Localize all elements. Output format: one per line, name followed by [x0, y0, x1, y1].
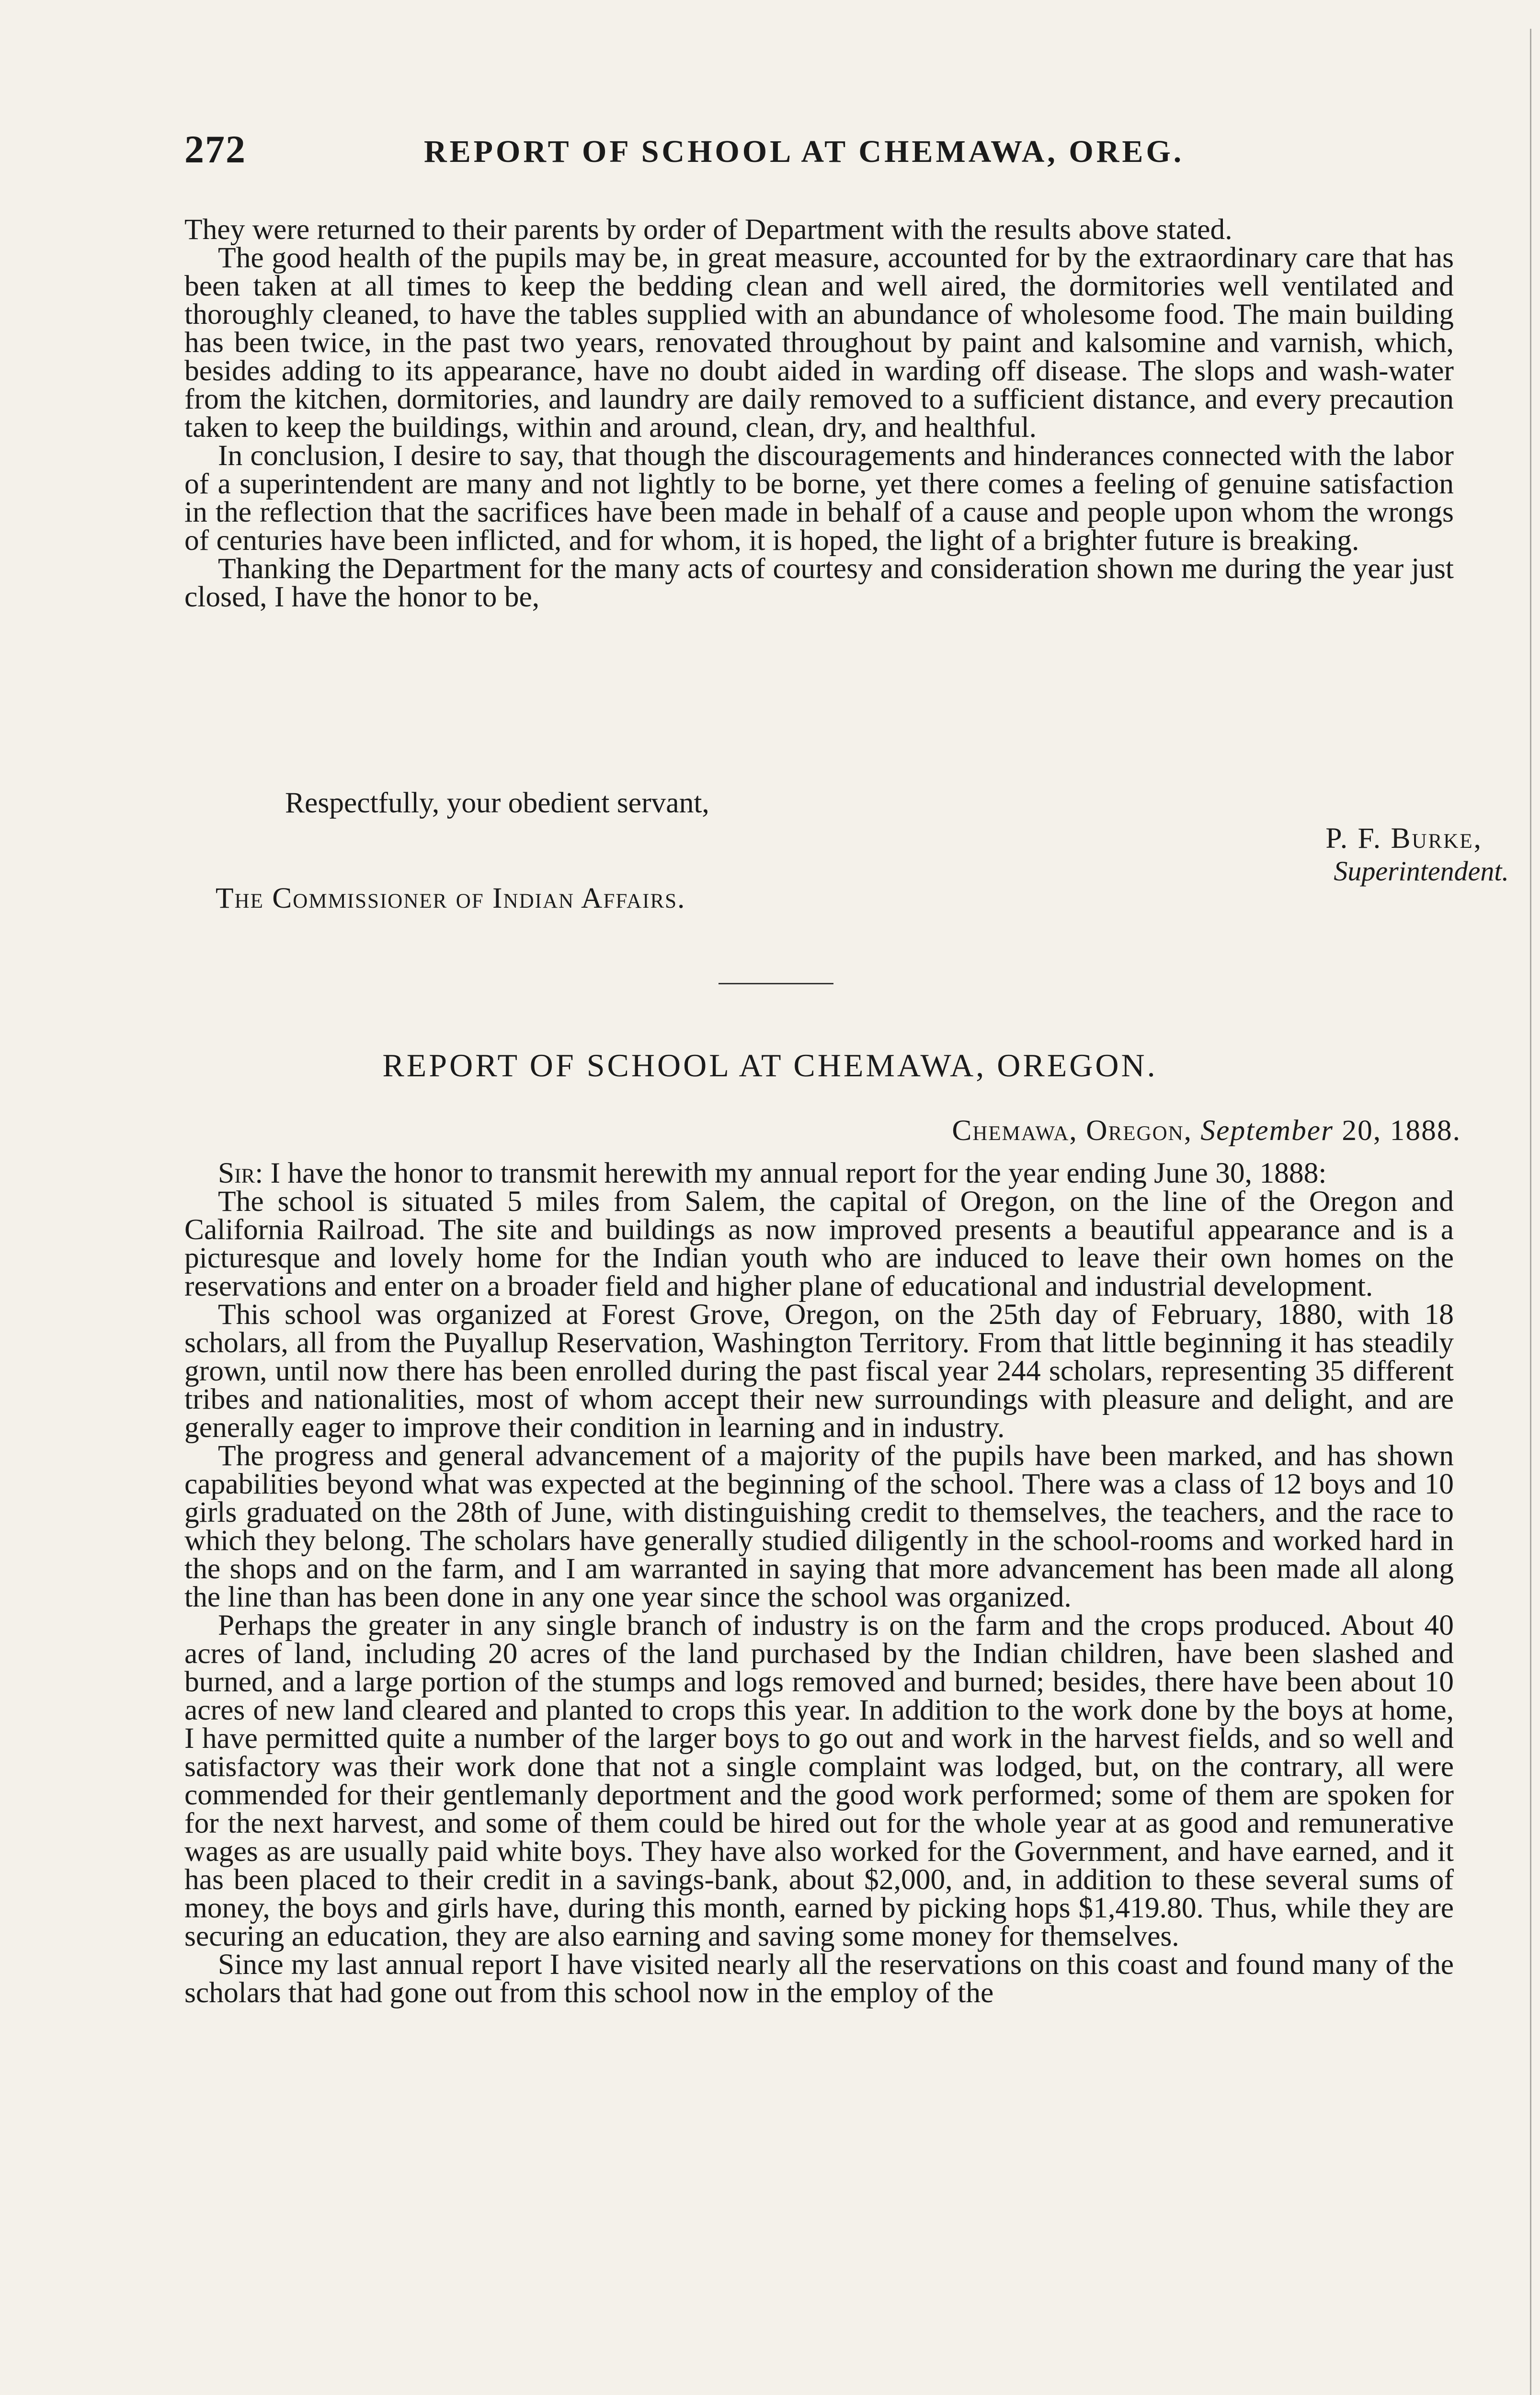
- dateline: [952, 1114, 1461, 1148]
- signature-title: Superintendent.: [1334, 855, 1509, 887]
- paragraph-salutation: [184, 1159, 1454, 1187]
- paragraph: Perhaps the greater in any single branch of industry is on the farm and the crops produced. About 40 acres of land, including 20 acres of the land purchased by the Indian children, have been slashed and burned, and a large portion of the stumps and logs removed and burned; besides, there have been about 10 acres of new land cleared and planted to crops this year. In addition to the work done by the boys at home, I have permitted quite a number of the larger boys to go out and work in the harvest fields, and so well and satisfactory was their work done that not a single complaint was lodged, but, on the contrary, all were commended for their gentlemanly deportment and the good work performed; some of them are spoken for for the next harvest, and some of them could be hired out for the whole year at as good and remunerative wages as are usually paid white boys. They have also worked for the Government, and have earned, and it has been placed to their credit in a savings-bank, about $2,000, and, in addition to these several sums of money, the boys and girls have, during this month, earned by picking hops $1,419.80. Thus, while they are securing an education, they are also earning and saving some money for themselves.: [184, 1609, 1454, 1952]
- closing-block: [184, 788, 1454, 818]
- dateline-month: September: [1200, 1114, 1334, 1147]
- page-edge-shadow: [1530, 29, 1540, 2395]
- addressee: The Commissioner of Indian Affairs.: [216, 882, 686, 914]
- dateline-place: Chemawa, Oregon,: [952, 1114, 1193, 1147]
- running-head: [184, 127, 1454, 184]
- paragraph: This school was organized at Forest Grove, Oregon, on the 25th day of February, 1880, with 18 scholars, all from the Puyallup Reservation, Washington Territory. From that little beginning it has steadily grown, until now there has been enrolled during the past fiscal year 244 scholars, representing 35 different tribes and nationalities, most of whom accept their new surroundings with pleasure and delight, and are generally eager to improve their condition in learning and in industry.: [184, 1298, 1454, 1444]
- paragraph: In conclusion, I desire to say, that though the discouragements and hinderances connected with the labor of a superintendent are many and not lightly to be borne, yet there comes a feeling of genuine satisfaction in the reflection that the sacrifices have been made in behalf of a cause and people upon whom the wrongs of centuries have been inflicted, and for whom, it is hoped, the light of a brighter future is breaking.: [184, 439, 1454, 557]
- paragraph: The good health of the pupils may be, in great measure, accounted for by the extraordinary care that has been taken at all times to keep the bedding clean and well aired, the dormitories well ventilated and thoroughly cleaned, to have the tables supplied with an abundance of wholesome food. The main building has been twice, in the past two years, renovated throughout by paint and kalsomine and varnish, which, besides adding to its appearance, have no doubt aided in warding off disease. The slops and wash-water from the kitchen, dormitories, and laundry are daily removed to a sufficient distance, and every precaution taken to keep the buildings, within and around, clean, dry, and healthful.: [184, 241, 1454, 444]
- paragraph: The school is situated 5 miles from Salem, the capital of Oregon, on the line of the Oregon and California Railroad. The site and buildings as now improved presents a beautiful appearance and is a picturesque and lovely home for the Indian youth who are induced to leave their own homes on the reservations and enter on a broader field and higher plane of educational and industrial development.: [184, 1185, 1454, 1302]
- salutation-text: I have the honor to transmit herewith my annual report for the year ending June 30, 1888:: [270, 1157, 1327, 1189]
- section-divider: [719, 983, 833, 984]
- paragraph: They were returned to their parents by order of Department with the results above stated.: [184, 213, 1232, 246]
- paragraph: The progress and general advancement of a majority of the pupils have been marked, and has shown capabilities beyond what was expected at the beginning of the school. There was a class of 12 boys and 10 girls graduated on the 28th of June, with distinguishing credit to themselves, the teachers, and the race to which they belong. The scholars have generally studied diligently in the school-rooms and worked hard in the shops and on the farm, and I am warranted in saying that more advancement has been made all along the line than has been done in any one year since the school was organized.: [184, 1439, 1454, 1613]
- dateline-day-year: 20, 1888.: [1342, 1114, 1461, 1147]
- salutation: Sir:: [218, 1157, 263, 1189]
- closing-line: Respectfully, your obedient servant,: [285, 787, 709, 819]
- letter-one-body: [184, 213, 1454, 613]
- report-two-body: [184, 1159, 1454, 2007]
- running-title: REPORT OF SCHOOL AT CHEMAWA, OREG.: [424, 134, 1185, 169]
- paragraph: Thanking the Department for the many acts of courtesy and consideration shown me during the year just closed, I have the honor to be,: [184, 552, 1454, 613]
- section-title: REPORT OF SCHOOL AT CHEMAWA, OREGON.: [382, 1047, 1158, 1083]
- page-number: 272: [184, 127, 246, 171]
- paragraph: Since my last annual report I have visited nearly all the reservations on this coast and found many of the scholars that had gone out from this school now in the employ of the: [184, 1948, 1454, 2009]
- signature-name: P. F. Burke,: [1325, 822, 1483, 855]
